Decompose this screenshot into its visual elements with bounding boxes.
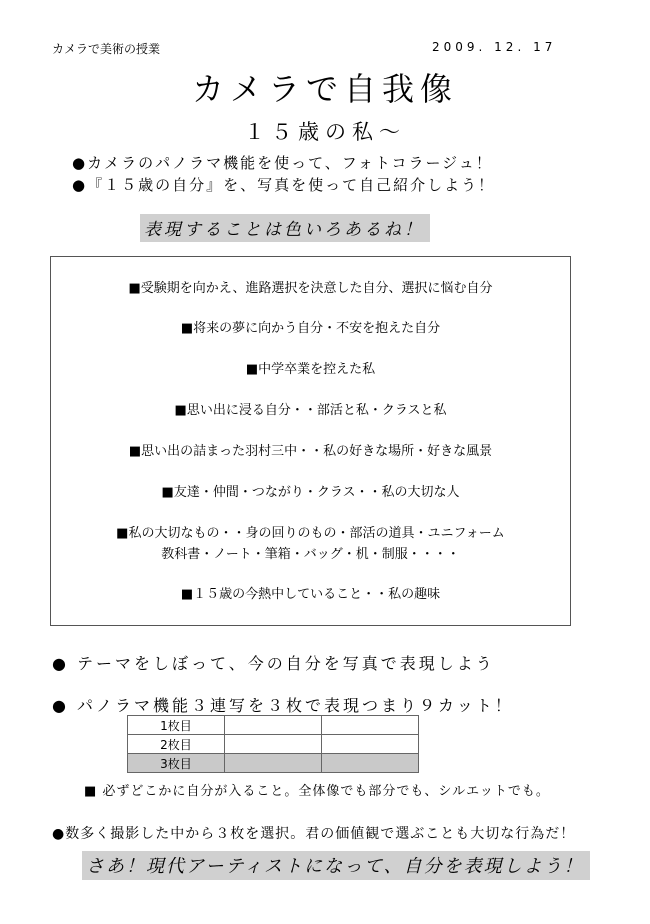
instruction-step: ● パノラマ機能３連写を３枚で表現つまり９カット！ <box>52 696 514 715</box>
grid-row <box>128 735 419 754</box>
grid-cell <box>225 716 322 735</box>
theme-item: ■中学卒業を控えた私 <box>245 362 376 377</box>
grid-cell <box>322 716 419 735</box>
grid-cell <box>322 735 419 754</box>
theme-item: ■私の大切なもの・・身の回りのもの・部活の道具・ユニフォーム <box>116 526 505 541</box>
course-label: カメラで美術の授業 <box>52 42 161 56</box>
instruction-step: ● テーマをしぼって、今の自分を写真で表現しよう <box>52 654 495 673</box>
rule-note: ■ 必ずどこかに自分が入ること。全体像でも部分でも、シルエットでも。 <box>84 784 550 799</box>
grid-row-label: 2枚目 <box>128 735 225 754</box>
date: 2009. 12. 17 <box>432 40 557 54</box>
grid-row <box>128 716 419 735</box>
intro-bullet: ●『１５歳の自分』を、写真を使って自己紹介しよう！ <box>72 176 496 194</box>
grid-row <box>128 754 419 773</box>
shot-grid <box>127 715 419 773</box>
highlight-banner: 表現することは色いろあるね！ <box>140 214 430 242</box>
theme-item: ■思い出の詰まった羽村三中・・私の好きな場所・好きな風景 <box>128 444 493 459</box>
selection-note: ●数多く撮影した中から３枚を選択。君の価値観で選ぶことも大切な行為だ！ <box>52 826 576 842</box>
intro-bullet: ●カメラのパノラマ機能を使って、フォトコラージュ！ <box>72 154 493 172</box>
theme-item: ■友達・仲間・つながり・クラス・・私の大切な人 <box>161 485 460 500</box>
page-subtitle: １５歳の私〜 <box>244 120 406 144</box>
theme-box <box>50 256 571 626</box>
theme-item: ■１５歳の今熱中していること・・私の趣味 <box>180 587 441 602</box>
grid-cell <box>322 754 419 773</box>
page-title: カメラで自我像 <box>191 70 458 108</box>
grid-row-label: 1枚目 <box>128 716 225 735</box>
closing-banner: さあ！現代アーティストになって、自分を表現しよう！ <box>82 851 590 880</box>
theme-item: ■将来の夢に向かう自分・不安を抱えた自分 <box>180 321 441 336</box>
grid-cell <box>225 754 322 773</box>
theme-item: ■受験期を向かえ、進路選択を決意した自分、選択に悩む自分 <box>128 281 493 296</box>
theme-item: ■思い出に浸る自分・・部活と私・クラスと私 <box>174 403 447 418</box>
grid-row-label: 3枚目 <box>128 754 225 773</box>
theme-item-continued: 教科書・ノート・筆箱・バッグ・机・制服・・・・ <box>161 547 460 562</box>
grid-cell <box>225 735 322 754</box>
